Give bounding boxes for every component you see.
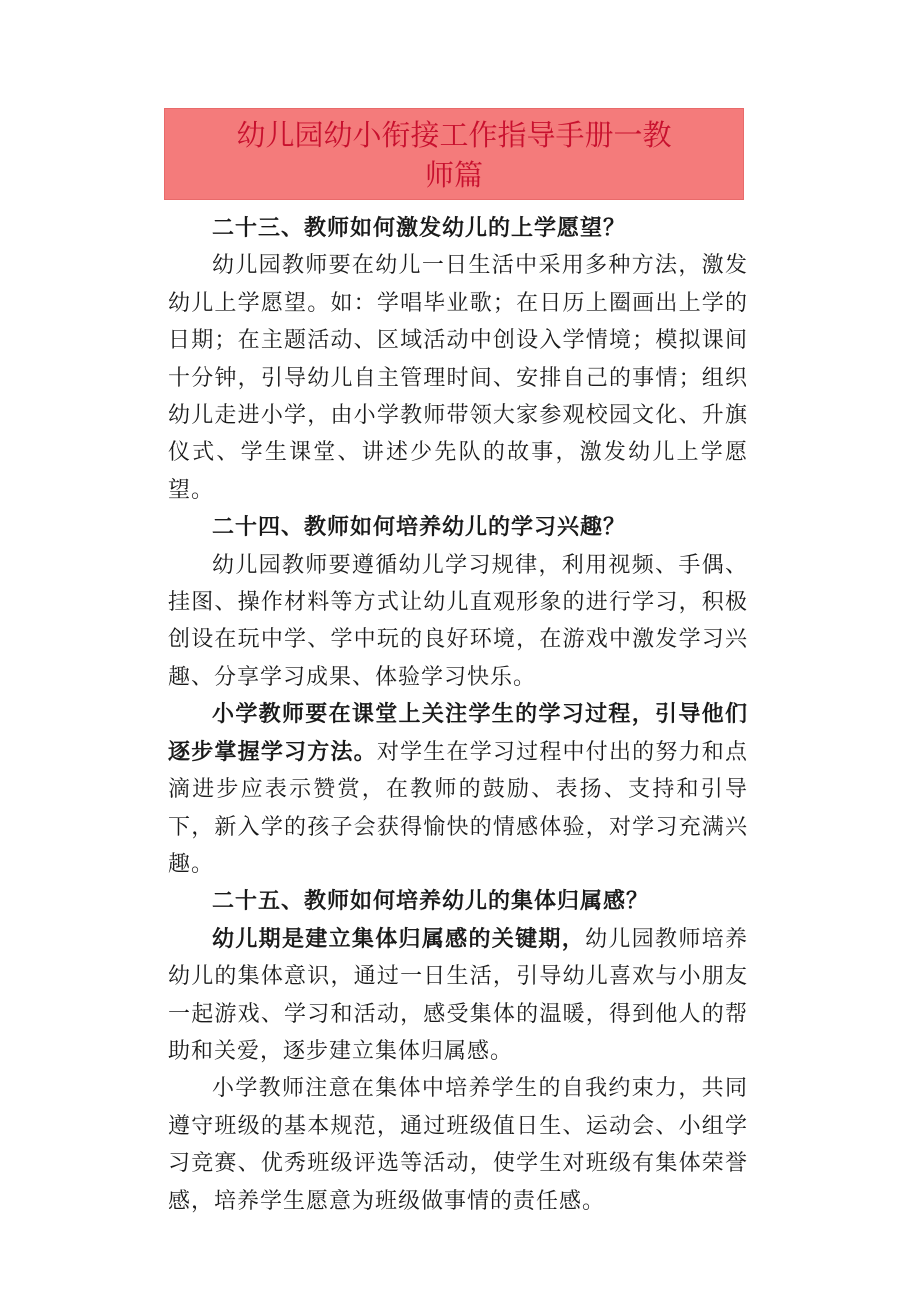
document-body: [168, 210, 748, 1220]
document-title-line-2: 师篇: [424, 158, 483, 192]
section-24-paragraph-2: [168, 696, 748, 883]
section-25-paragraph-1: [168, 921, 748, 1071]
document-title-line-1: 幼儿园幼小衔接工作指导手册一教: [236, 118, 672, 152]
section-23-heading: 二十三、教师如何激发幼儿的上学愿望？: [212, 216, 627, 241]
section-24-paragraph-2-emphasis: 小学教师要在课堂上关注学生的学习过程，引导他们逐步掌握学习方法。: [168, 702, 748, 765]
document-title-banner: [164, 108, 744, 200]
section-25-paragraph-1-emphasis: 幼儿期是建立集体归属感的关键期，: [212, 926, 586, 952]
section-24-paragraph-2-text: 对学生在学习过程中付出的努力和点滴进步应表示赞赏，在教师的鼓励、表扬、支持和引导下，新入学的孩子会获得愉快的情感体验，对学习充满兴趣。: [168, 739, 748, 877]
section-25-paragraph-1-text: 幼儿园教师培养幼儿的集体意识，通过一日生活，引导幼儿喜欢与小朋友一起游戏、学习和活动，感受集体的温暖，得到他人的帮助和关爱，逐步建立集体归属感。: [168, 926, 748, 1064]
section-24-heading: 二十四、教师如何培养幼儿的学习兴趣？: [212, 515, 627, 541]
section-25-paragraph-2: 小学教师注意在集体中培养学生的自我约束力，共同遵守班级的基本规范，通过班级值日生、运动会、小组学习竞赛、优秀班级评选等活动，使学生对班级有集体荣誉感，培养学生愿意为班级做事情的责任感。: [168, 1076, 748, 1214]
section-24-paragraph-1: 幼儿园教师要遵循幼儿学习规律，利用视频、手偶、挂图、操作材料等方式让幼儿直观形象的进行学习，积极创设在玩中学、学中玩的良好环境，在游戏中激发学习兴趣、分享学习成果、体验学习快乐。: [168, 552, 748, 690]
section-25-heading: 二十五、教师如何培养幼儿的集体归属感？: [212, 889, 650, 915]
section-23-paragraph: 幼儿园教师要在幼儿一日生活中采用多种方法，激发幼儿上学愿望。如：学唱毕业歌；在日历上圈画出上学的日期；在主题活动、区域活动中创设入学情境；模拟课间十分钟，引导幼儿自主管理时间、安排自己的事情；组织幼儿走进小学，由小学教师带领大家参观校园文化、升旗仪式、学生课堂、讲述少先队的故事，激发幼儿上学愿望。: [168, 253, 748, 503]
